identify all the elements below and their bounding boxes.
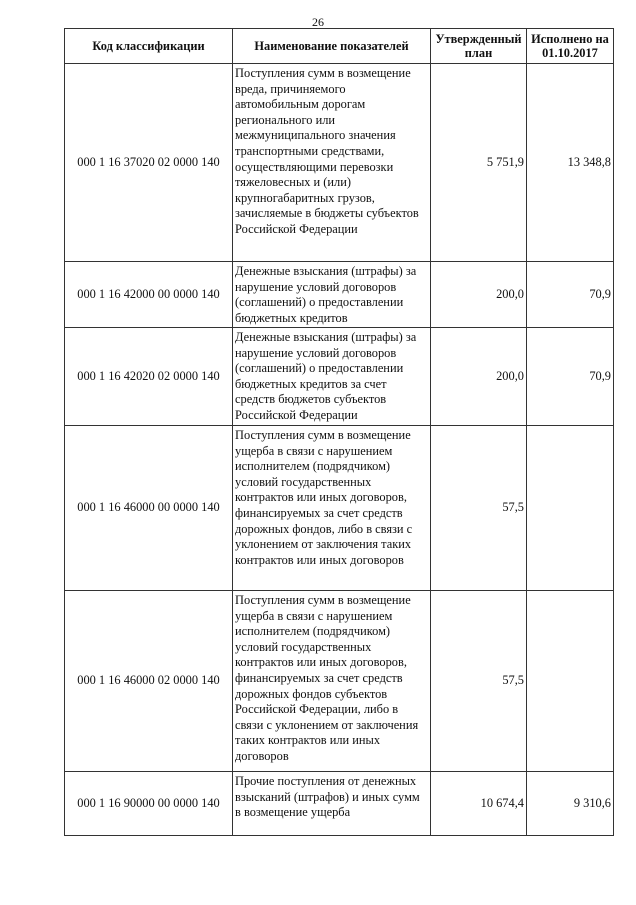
table-row bbox=[65, 64, 614, 262]
row-plan: 200,0 bbox=[431, 262, 527, 328]
page-number: 26 bbox=[312, 15, 324, 29]
table-header-row bbox=[65, 29, 614, 64]
table-row bbox=[65, 328, 614, 426]
row-name: Денежные взыскания (штрафы) за нарушение условий договоров (соглашений) о предоставлении бюджетных кредитов bbox=[233, 262, 431, 328]
header-name: Наименование показателей bbox=[233, 29, 431, 64]
table-row bbox=[65, 262, 614, 328]
row-name: Поступления сумм в возмещение ущерба в связи с нарушением исполнителем (подрядчиком) условий государственных контрактов или иных договоров, финансируемых за счет средств дорожных фондов субъектов Российской Федерации, либо в связи с уклонением от заключения таких контрактов или иных договоров bbox=[233, 591, 431, 772]
row-name: Денежные взыскания (штрафы) за нарушение условий договоров (соглашений) о предоставлении бюджетных кредитов за счет средств бюджетов субъектов Российской Федерации bbox=[233, 328, 431, 426]
row-code: 000 1 16 46000 00 0000 140 bbox=[65, 426, 233, 591]
row-name: Поступления сумм в возмещение ущерба в связи с нарушением исполнителем (подрядчиком) условий государственных контрактов или иных договоров, финансируемых за счет средств дорожных фондов, либо в связи с уклонением от заключения таких контрактов или иных договоров bbox=[233, 426, 431, 591]
row-exec: 13 348,8 bbox=[527, 64, 614, 262]
row-plan: 57,5 bbox=[431, 426, 527, 591]
row-plan: 5 751,9 bbox=[431, 64, 527, 262]
row-exec: 9 310,6 bbox=[527, 772, 614, 836]
row-exec bbox=[527, 426, 614, 591]
table-row bbox=[65, 772, 614, 836]
row-exec bbox=[527, 591, 614, 772]
row-name: Прочие поступления от денежных взысканий (штрафов) и иных сумм в возмещение ущерба bbox=[233, 772, 431, 836]
table-row bbox=[65, 426, 614, 591]
row-plan: 10 674,4 bbox=[431, 772, 527, 836]
row-exec: 70,9 bbox=[527, 328, 614, 426]
row-code: 000 1 16 46000 02 0000 140 bbox=[65, 591, 233, 772]
row-code: 000 1 16 37020 02 0000 140 bbox=[65, 64, 233, 262]
row-plan: 57,5 bbox=[431, 591, 527, 772]
header-code: Код классификации bbox=[65, 29, 233, 64]
row-code: 000 1 16 90000 00 0000 140 bbox=[65, 772, 233, 836]
row-code: 000 1 16 42000 00 0000 140 bbox=[65, 262, 233, 328]
row-exec: 70,9 bbox=[527, 262, 614, 328]
row-code: 000 1 16 42020 02 0000 140 bbox=[65, 328, 233, 426]
header-exec: Исполнено на 01.10.2017 bbox=[527, 29, 614, 64]
table-row bbox=[65, 591, 614, 772]
row-plan: 200,0 bbox=[431, 328, 527, 426]
row-name: Поступления сумм в возмещение вреда, причиняемого автомобильным дорогам регионального или межмуниципального значения транспортными средствами, осуществляющими перевозки тяжеловесных и (или) крупногабаритных грузов, зачисляемые в бюджеты субъектов Российской Федерации bbox=[233, 64, 431, 262]
revenue-table bbox=[64, 28, 614, 836]
header-plan: Утвержденный план bbox=[431, 29, 527, 64]
